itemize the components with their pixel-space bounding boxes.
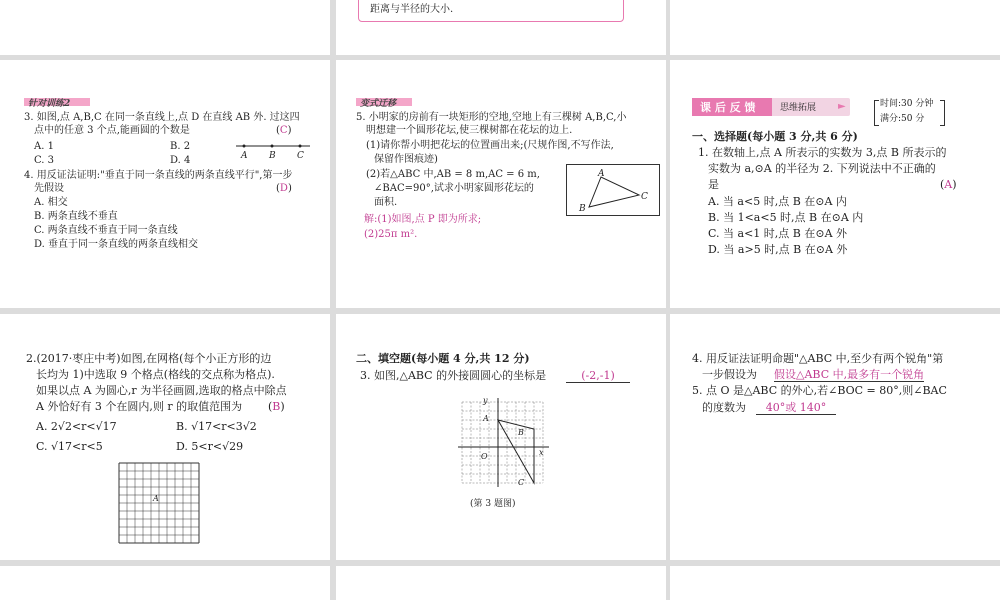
q5-line-2: 明想建一个圆形花坛,使三棵树都在花坛的边上.: [366, 125, 573, 136]
tri-label-b: B: [579, 204, 586, 214]
figure-caption: (第 3 题图): [470, 499, 516, 509]
banner-subtitle: 思维拓展: [780, 103, 817, 113]
line-label-a: A: [241, 151, 248, 161]
axis-label-x: x: [539, 448, 544, 457]
panel-training-2: [0, 60, 330, 308]
panel-grid-question: [0, 314, 330, 560]
q2-opt-c: C. √17<r<5: [36, 440, 103, 453]
q5-answer: 40°或 140°: [756, 401, 836, 415]
q2-bracket: (B): [268, 400, 285, 413]
arrow-icon: ►: [838, 101, 846, 112]
q4-opt-c: C. 两条直线不垂直于同一条直线: [34, 225, 178, 236]
q2-line-4: A 外恰好有 3 个在圆内,则 r 的取值范围为: [36, 400, 243, 413]
section-tag: 变式迁移: [360, 99, 397, 109]
q4-opt-b: B. 两条直线不垂直: [34, 211, 118, 222]
coordinate-figure: [452, 396, 552, 492]
q1-bracket: (A): [940, 178, 957, 191]
q1-line-1: 1. 在数轴上,点 A 所表示的实数为 3,点 B 所表示的: [698, 146, 947, 159]
section-heading: 二、填空题(每小题 4 分,共 12 分): [356, 352, 530, 365]
q1-line-3: 是: [708, 178, 719, 191]
q2-line-2: 长均为 1)中选取 9 个格点(格线的交点称为格点).: [36, 368, 275, 381]
q5-line-1: 5. 小明家的房前有一块矩形的空地,空地上有三棵树 A,B,C,小: [356, 112, 627, 123]
panel-bottom-left: [0, 566, 330, 600]
q4-line-1: 4. 用反证法证明:"垂直于同一条直线的两条直线平行",第一步: [24, 170, 293, 181]
panel-bottom-middle: [336, 566, 666, 600]
tri-label-a: A: [598, 169, 605, 179]
q1-opt-b: B. 当 1<a<5 时,点 B 在⊙A 内: [708, 211, 864, 224]
panel-top-middle: [336, 0, 666, 55]
point-label-a: A: [483, 414, 489, 423]
q3-opt-b: B. 2: [170, 141, 191, 152]
q4-bracket: (D): [276, 183, 292, 194]
q3-text: 3. 如图,△ABC 的外接圆圆心的坐标是: [360, 369, 547, 382]
q1-opt-d: D. 当 a>5 时,点 B 在⊙A 外: [708, 243, 848, 256]
origin-label: O: [481, 452, 488, 461]
grid-label-a: A: [153, 494, 159, 503]
q4-opt-d: D. 垂直于同一条直线的两条直线相交: [34, 239, 199, 250]
q3-opt-a: A. 1: [34, 141, 54, 152]
q1-opt-c: C. 当 a<1 时,点 B 在⊙A 外: [708, 227, 848, 240]
line-label-c: C: [297, 151, 304, 161]
q5-line-1: 5. 点 O 是△ABC 的外心,若∠BOC = 80°,则∠BAC: [692, 384, 947, 397]
q2-opt-b: B. √17<r<3√2: [176, 420, 257, 433]
q4-line-2: 先假设: [34, 183, 64, 194]
bracket-right: [940, 100, 945, 126]
q2-line-1: 2.(2017·枣庄中考)如图,在网格(每个小正方形的边: [26, 352, 272, 365]
banner-title: 课 后 反 馈: [700, 101, 756, 114]
answer-line-2: (2)25π m².: [364, 229, 418, 240]
q4-opt-a: A. 相交: [34, 197, 68, 208]
q1-opt-a: A. 当 a<5 时,点 B 在⊙A 内: [708, 195, 847, 208]
panel-top-left: [0, 0, 330, 55]
q3-opt-c: C. 3: [34, 155, 55, 166]
full-score: 满分:50 分: [880, 114, 925, 124]
q3-answer: (-2,-1): [566, 369, 630, 383]
q1-line-2: 实数为 a,⊙A 的半径为 2. 下列说法中不正确的: [708, 162, 936, 175]
axis-label-y: y: [483, 396, 488, 405]
q3-bracket: (C): [276, 125, 292, 136]
point-label-c: C: [518, 478, 525, 487]
note-text: 距离与半径的大小.: [370, 4, 454, 15]
q1-answer: A: [944, 178, 953, 191]
q2-opt-d: D. 5<r<√29: [176, 440, 244, 453]
panel-bottom-right: [670, 566, 1000, 600]
answer-line-1: 解:(1)如图,点 P 即为所求;: [364, 214, 482, 225]
q2-opt-a: A. 2√2<r<√17: [36, 420, 117, 433]
q5-line-6: ∠BAC=90°,试求小明家圆形花坛的: [374, 183, 534, 194]
bracket-left: [874, 100, 879, 126]
section-heading: 一、选择题(每小题 3 分,共 6 分): [692, 130, 858, 143]
q5-line-3: (1)请你帮小明把花坛的位置画出来;(尺规作图,不写作法,: [366, 140, 614, 151]
q3-line-2: 点中的任意 3 个点,能画圆的个数是: [34, 125, 190, 136]
q4-answer: D: [279, 183, 288, 194]
tri-label-c: C: [641, 192, 648, 202]
point-label-b: B: [518, 428, 524, 437]
panel-variation: [336, 60, 666, 308]
q3-answer: C: [279, 125, 288, 136]
q4-answer: 假设△ABC 中,最多有一个锐角: [774, 368, 925, 381]
q3-opt-d: D. 4: [170, 155, 191, 166]
q5-line-7: 面积.: [374, 197, 398, 208]
q5-line-5: (2)若△ABC 中,AB = 8 m,AC = 6 m,: [366, 169, 540, 180]
line-label-b: B: [269, 151, 276, 161]
section-tag: 针对训练2: [28, 99, 71, 109]
panel-top-right: [670, 0, 1000, 55]
q5-line-4: 保留作图痕迹): [374, 154, 438, 165]
time-limit: 时间:30 分钟: [880, 99, 934, 109]
panel-proof: [670, 314, 1000, 560]
panel-fill-blank: [336, 314, 666, 560]
panel-feedback: [670, 60, 1000, 308]
q4-line-2: 一步假设为: [702, 368, 757, 381]
q5-line-2: 的度数为: [702, 401, 746, 414]
q2-line-3: 如果以点 A 为圆心,r 为半径画圆,选取的格点中除点: [36, 384, 287, 397]
q3-line-1: 3. 如图,点 A,B,C 在同一条直线上,点 D 在直线 AB 外. 过这四: [24, 112, 300, 123]
q4-line-1: 4. 用反证法证明命题"△ABC 中,至少有两个锐角"第: [692, 352, 944, 365]
q2-answer: B: [272, 400, 281, 413]
grid-figure: [118, 462, 200, 544]
